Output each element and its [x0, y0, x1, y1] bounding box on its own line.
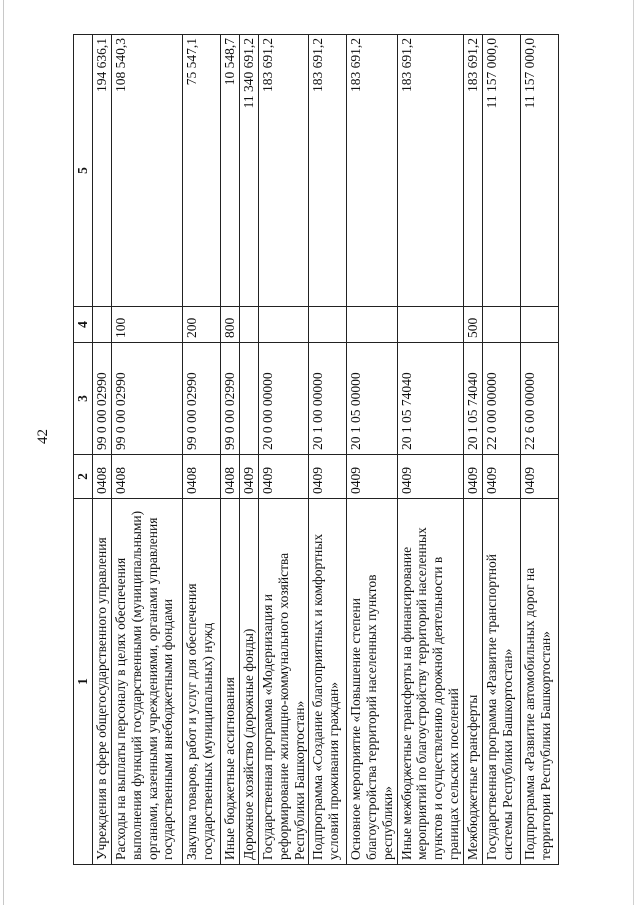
row-type [259, 307, 309, 343]
row-type [347, 307, 397, 343]
row-type: 100 [112, 307, 183, 343]
table-row [309, 35, 347, 865]
row-target: 99 0 00 02990 [183, 343, 221, 455]
row-name: Основное мероприятие «Повышение степени благоустройства территорий населенных пунктов республики» [347, 499, 397, 865]
row-target: 20 0 00 00000 [259, 343, 309, 455]
row-name: Подпрограмма «Развитие автомобильных дорог на территории Республики Башкортостан» [520, 499, 558, 865]
row-amount: 183 691,2 [463, 35, 482, 307]
row-amount: 183 691,2 [309, 35, 347, 307]
row-amount: 11 157 000,0 [520, 35, 558, 307]
table-row [112, 35, 183, 865]
row-amount: 11 157 000,0 [482, 35, 520, 307]
row-section: 0409 [240, 455, 259, 499]
row-amount: 183 691,2 [259, 35, 309, 307]
row-section: 0409 [463, 455, 482, 499]
row-type: 500 [463, 307, 482, 343]
row-name: Иные межбюджетные трансферты на финансирование мероприятий по благоустройству территорий населенных пунктов и осуществлению дорожной деятельности в границах сельских поселений [397, 499, 463, 865]
row-target: 20 1 05 74040 [463, 343, 482, 455]
row-target: 99 0 00 02990 [112, 343, 183, 455]
row-amount: 10 548,7 [221, 35, 240, 307]
row-type [482, 307, 520, 343]
row-target: 20 1 05 74040 [397, 343, 463, 455]
table-row [240, 35, 259, 865]
row-type [397, 307, 463, 343]
row-name: Межбюджетные трансферты [463, 499, 482, 865]
row-name: Расходы на выплаты персоналу в целях обеспечения выполнения функций государственными (муниципальными) органами, казенными учреждениями, органами управления государственными внебюджетными фондами [112, 499, 183, 865]
row-section: 0408 [93, 455, 112, 499]
row-target: 20 1 00 00000 [309, 343, 347, 455]
row-type [309, 307, 347, 343]
row-amount: 11 340 691,2 [240, 35, 259, 307]
row-section: 0409 [347, 455, 397, 499]
table-header-row [74, 35, 93, 865]
row-target: 20 1 05 00000 [347, 343, 397, 455]
row-type: 200 [183, 307, 221, 343]
row-section: 0409 [259, 455, 309, 499]
row-type [240, 307, 259, 343]
row-target [240, 343, 259, 455]
row-amount: 183 691,2 [397, 35, 463, 307]
column-header-5: 5 [74, 35, 93, 307]
table-row [482, 35, 520, 865]
row-target: 99 0 00 02990 [221, 343, 240, 455]
rotated-table-container [73, 35, 553, 865]
row-type [520, 307, 558, 343]
row-amount: 194 636,1 [93, 35, 112, 307]
table-row [397, 35, 463, 865]
row-amount: 108 540,3 [112, 35, 183, 307]
row-name: Государственная программа «Модернизация и реформирование жилищно-коммунального хозяйства Республики Башкортостан» [259, 499, 309, 865]
row-name: Подпрограмма «Создание благоприятных и комфортных условий проживания граждан» [309, 499, 347, 865]
table-row [259, 35, 309, 865]
row-name: Государственная программа «Развитие транспортной системы Республики Башкортостан» [482, 499, 520, 865]
column-header-3: 3 [74, 343, 93, 455]
row-target: 22 0 00 00000 [482, 343, 520, 455]
column-header-2: 2 [74, 455, 93, 499]
column-header-1: 1 [74, 499, 93, 865]
row-amount: 75 547,1 [183, 35, 221, 307]
table-row [93, 35, 112, 865]
table-row [463, 35, 482, 865]
row-section: 0409 [482, 455, 520, 499]
row-section: 0409 [309, 455, 347, 499]
table-row [183, 35, 221, 865]
scan-edge-left [3, 0, 4, 905]
table-row [221, 35, 240, 865]
row-name: Закупка товаров, работ и услуг для обеспечения государственных (муниципальных) нужд [183, 499, 221, 865]
row-name: Дорожное хозяйство (дорожные фонды) [240, 499, 259, 865]
row-type: 800 [221, 307, 240, 343]
table-row [520, 35, 558, 865]
row-type [93, 307, 112, 343]
row-section: 0408 [221, 455, 240, 499]
budget-table [73, 34, 559, 865]
row-amount: 183 691,2 [347, 35, 397, 307]
row-target: 99 0 00 02990 [93, 343, 112, 455]
row-name: Иные бюджетные ассигнования [221, 499, 240, 865]
row-section: 0408 [183, 455, 221, 499]
row-section: 0409 [520, 455, 558, 499]
table-row [347, 35, 397, 865]
page-number: 42 [35, 429, 51, 444]
row-target: 22 6 00 00000 [520, 343, 558, 455]
row-section: 0409 [397, 455, 463, 499]
scan-edge-right [633, 0, 634, 905]
row-section: 0408 [112, 455, 183, 499]
column-header-4: 4 [74, 307, 93, 343]
row-name: Учреждения в сфере общегосударственного управления [93, 499, 112, 865]
